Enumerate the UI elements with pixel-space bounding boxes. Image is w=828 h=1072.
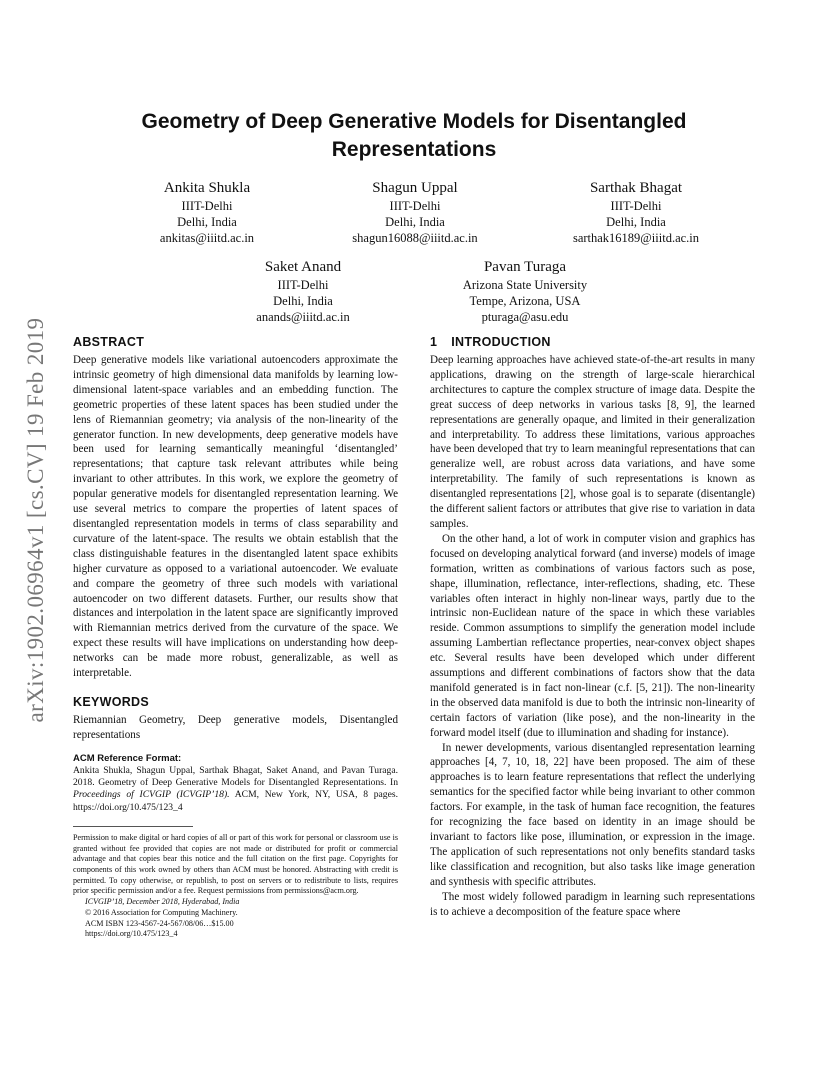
author-block: [415, 257, 635, 325]
author-block: [97, 178, 317, 246]
keywords-text: Riemannian Geometry, Deep generative models, Disentangled representations: [73, 713, 398, 741]
acm-reference-venue: Proceedings of ICVGIP (ICVGIP’18).: [73, 789, 230, 801]
author-name: Saket Anand: [264, 259, 342, 275]
author-name: Sarthak Bhagat: [589, 180, 683, 196]
author-location: Delhi, India: [385, 215, 445, 229]
author-name: Shagun Uppal: [372, 180, 458, 196]
author-email: anands@iiitd.ac.in: [256, 310, 350, 324]
author-affiliation: IIIT-Delhi: [277, 278, 329, 292]
author-affiliation: IIIT-Delhi: [389, 199, 441, 213]
footnote-rule: [73, 826, 193, 827]
acm-reference-publisher: ACM, New York, NY, USA, 8 pages. https://doi.org/10.475/123_4: [73, 789, 398, 813]
author-location: Tempe, Arizona, USA: [469, 294, 581, 308]
arxiv-identifier: arXiv:1902.06964v1 [cs.CV] 19 Feb 2019: [23, 317, 48, 723]
author-location: Delhi, India: [273, 294, 333, 308]
introduction-paragraph: The most widely followed paradigm in learning such representations is to achieve a decomposition of the feature space where: [430, 890, 755, 918]
abstract-heading: ABSTRACT: [73, 335, 145, 349]
permission-notice: Permission to make digital or hard copies of all or part of this work for personal or classroom use is granted without fee provided that copies are not made or distributed for profit or commercial advantage and that copies bear this notice and the full citation on the first page. Copyrights for components of this work owned by others than ACM must be honored. Abstracting with credit is permitted. To copy otherwise, or republish, to post on servers or to redistribute to lists, requires prior specific permission and/or a fee. Request permissions from permissions@acm.org.: [73, 832, 398, 896]
acm-reference-authors: Ankita Shukla, Shagun Uppal, Sarthak Bhagat, Saket Anand, and Pavan Turaga. 2018. Geometry of Deep Generative Models for Disentangled Representations. In: [73, 764, 398, 789]
author-email: ankitas@iiitd.ac.in: [159, 231, 255, 245]
author-affiliation: IIIT-Delhi: [610, 199, 662, 213]
acm-reference-text: [73, 765, 398, 814]
keywords-heading: KEYWORDS: [73, 694, 150, 709]
author-email: pturaga@asu.edu: [481, 310, 569, 324]
left-column: [73, 334, 398, 940]
introduction-paragraph: Deep learning approaches have achieved state-of-the-art results in many applications, drawing on the strength of large-scale hierarchical architectures to capture the complex structure of image data. Despite the great success of deep networks in various tasks [8, 9], the learned representations are generally opaque, and limited in their generalization and interpretability. To address these limitations, various approaches have been developed that try to learn meaningful representations that can generalize well, are robust across data variations, and have some interpretability. The family of such representations is known as disentangled representations [2], whose goal is to separate (disentangle) the different salient factors or attributes that give rise to variation in data samples.: [430, 354, 755, 530]
conference-line: ICVGIP’18, December 2018, Hyderabad, India: [85, 897, 240, 907]
abstract-text: Deep generative models like variational autoencoders approximate the intrinsic geometry of high dimensional data manifolds by learning low-dimensional latent-space variables and an embedding function. The geometric properties of these latent spaces has been studied under the lens of Riemannian geometry; via analysis of the non-linearity of the generator function. In new developments, deep generative models have been used for learning semantically meaningful ‘disentangled’ representations; that capture task relevant attributes while being invariant to other attributes. In this work, we explore the geometry of popular generative models for disentangled representation learning. We use several metrics to compare the properties of latent spaces of disentangled representation models in terms of class separability and curvature of the latent-space. The results we obtain establish that the class distinguishable features in the disentangled latent space exhibits higher curvature as opposed to a variational autoencoder. We evaluate and compare the geometry of three such models with variational autoencoder on two different datasets. Further, our results show that distances and interpolation in the latent space are significantly improved with Riemannian metrics derived from the curvature of the space. We expect these results will have implications on understanding how deep-networks can be made more robust, generalizable, as well as interpretable.: [73, 354, 398, 680]
author-name: Pavan Turaga: [483, 259, 567, 275]
acm-reference-heading: ACM Reference Format:: [73, 752, 182, 764]
author-location: Delhi, India: [606, 215, 666, 229]
paper-title: Geometry of Deep Generative Models for Disentangled Representations: [141, 110, 687, 161]
author-affiliation: Arizona State University: [462, 278, 588, 292]
author-block: [193, 257, 413, 325]
author-name: Ankita Shukla: [163, 180, 251, 196]
introduction-paragraph: On the other hand, a lot of work in computer vision and graphics has focused on developing analytical forward (and inverse) models of image formation, written as combinations of various factors such as pose, shape, illumination, reflectance, inter-reflections, shading, etc. These variables often interact in highly non-linear ways, partly due to the intrinsic non-Euclidean nature of the space in which these variables reside. Common assumptions to simplify the generation model include assuming Lambertian reflectance properties, near-convex object shapes etc. Several results have been developed which under different assumptions and different combinations of factors show that the data manifold generated is in fact non-linear (c.f. [5, 21]). The non-linearity in the observed data manifold is due to both the intrinsic non-linearity of certain factors of variation (like pose), and the non-linearity in the forward model itself (due to illumination and shading for instance).: [430, 532, 755, 739]
arxiv-stamp: [0, 0, 52, 1072]
introduction-paragraph: In newer developments, various disentangled representation learning approaches [4, 7, 10, 18, 22] have been proposed. The aim of these approaches is to learn feature representations that reflect the underlying semantics for the specified factor while being invariant to other common factors. For example, in the task of human face recognition, the features for recognizing the face based on identity in an image should be invariant to factors like pose, illumination, or expression in the image. The application of such representations not only benefits standard tasks like classification and recognition, but also tasks like image generation and synthesis with specific attributes.: [430, 741, 755, 888]
author-block: [526, 178, 746, 246]
introduction-heading: [430, 334, 755, 350]
author-email: shagun16088@iiitd.ac.in: [352, 231, 478, 245]
author-block: [305, 178, 525, 246]
author-location: Delhi, India: [177, 215, 237, 229]
author-email: sarthak16189@iiitd.ac.in: [572, 231, 700, 245]
isbn-line: ACM ISBN 123-4567-24-567/08/06…$15.00: [85, 918, 234, 928]
section-number: 1: [430, 335, 438, 349]
author-affiliation: IIIT-Delhi: [181, 199, 233, 213]
doi-line: https://doi.org/10.475/123_4: [85, 929, 178, 939]
right-column: [430, 334, 755, 919]
section-title: INTRODUCTION: [451, 335, 551, 349]
copyright-line: © 2016 Association for Computing Machinery.: [85, 907, 238, 917]
